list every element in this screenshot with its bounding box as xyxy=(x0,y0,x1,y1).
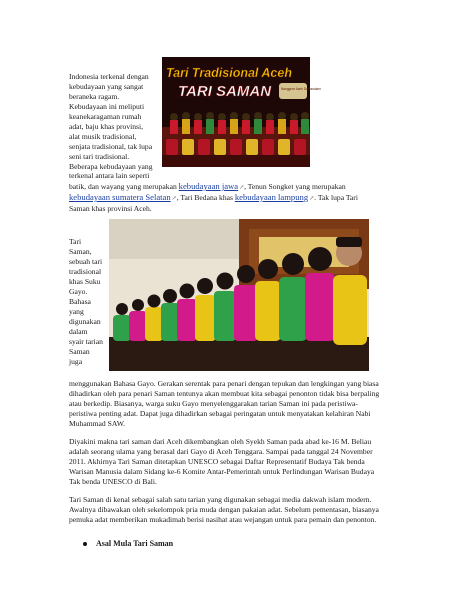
intro-line: senjata tradisional, tak lupa xyxy=(69,142,153,151)
paragraph-line: atau berkedip. Biasanya, warga suku Gayo menyelenggarakan tarian Saman ini pada peristiwa- xyxy=(69,399,358,408)
side-line: tradisional xyxy=(69,267,102,276)
side-line: yang xyxy=(69,307,84,316)
poster-title-line1: Tari Tradisional Aceh xyxy=(166,66,292,80)
paragraph-line: menggunakan Bahasa Gayo. Gerakan serentak para penari dengan tepukan dan lengkingan yang biasa xyxy=(69,379,379,388)
paragraph-line: pemuka adat memberikan mukadimah berisi nasihat atau wejangan untuk para pemain dan penonton. xyxy=(69,515,377,524)
intro-line: Beberapa kebudayaan yang xyxy=(69,162,153,171)
side-line: Saman xyxy=(69,347,90,356)
bullet-dot-icon xyxy=(83,542,87,546)
side-line: Tari xyxy=(69,237,82,246)
external-link-icon: ↗ xyxy=(309,196,315,202)
intro-line: seni tari tradisional. xyxy=(69,152,130,161)
external-link-icon: ↗ xyxy=(239,185,245,191)
section-heading-asal-mula: Asal Mula Tari Saman xyxy=(96,539,174,548)
dancer-row-front xyxy=(166,139,306,155)
batik-text-after: , Tenun Songket yang merupakan xyxy=(244,182,346,191)
paragraph-line: adalah seorang ulama yang berasal dari Gayo di Aceh Tenggara. Sampai pada tanggal 24 November xyxy=(69,447,373,456)
intro-line: beraneka ragam. xyxy=(69,92,120,101)
intro-line: terkenal antara lain seperti xyxy=(69,171,150,180)
paragraph-line: dihadirkan oleh para penari Saman tentunya akan membuat kita sebagai penonton tidak bisa berpaling xyxy=(69,389,380,398)
batik-text: batik, dan wayang yang merupakan xyxy=(69,182,179,191)
link-kebudayaan-jawa[interactable]: kebudayaan jawa xyxy=(178,181,239,191)
side-line: juga xyxy=(69,357,83,366)
paragraph-line: Warisan Manusia dalam Sidang ke-6 Komite Antar-Pemerintah untuk Perlindungan Warisan Budaya xyxy=(69,467,375,476)
tari-saman-poster-image xyxy=(162,57,321,167)
sumatra-text: , Tari Bedana khas xyxy=(176,193,235,202)
intro-line: kebudayaan yang sangat xyxy=(69,82,144,91)
sumatra-text-after: . Tak lupa Tari xyxy=(314,193,358,202)
saman-line: Saman khas provinsi Aceh. xyxy=(69,204,152,213)
side-line: Gayo. xyxy=(69,287,88,296)
paragraph-line: Diyakini makna tari saman dari Aceh dikembangkan oleh Syekh Saman pada abad ke-16 M. Beliau xyxy=(69,437,372,446)
side-line: syair tarian xyxy=(69,337,103,346)
dancers-illustration xyxy=(109,219,369,371)
badge-text: Nanggroe Aceh Darussalam xyxy=(281,87,321,91)
intro-line: adat, baju khas provinsi, xyxy=(69,122,144,131)
external-link-icon: ↗ xyxy=(171,196,177,202)
paragraph-line: Tari Saman di kenal sebagai salah satu tarian yang digunakan sebagai media dakwah islam modern. xyxy=(69,495,372,504)
paragraph-line: peristiwa penting adat. Dapat juga dihadirkan sebagai peringatan untuk menyatakan kelahiran Nabi xyxy=(69,409,371,418)
side-line: khas Suku xyxy=(69,277,101,286)
paragraph-line: Awalnya dibawakan oleh sekelompok pria muda dengan pakaian adat. Sebelum pementasan, biasanya xyxy=(69,505,379,514)
paragraph-line: Tak benda UNESCO di Bali. xyxy=(69,477,157,486)
intro-line: keanekaragaman rumah xyxy=(69,112,142,121)
poster-title-line2: TARI SAMAN xyxy=(178,83,272,100)
intro-line: Kebudayaan ini meliputi xyxy=(69,102,145,111)
intro-line: Indonesia terkenal dengan xyxy=(69,72,149,81)
paragraph-line: Muhammad SAW. xyxy=(69,419,126,428)
side-line: sebuah tari xyxy=(69,257,103,266)
link-kebudayaan-lampung[interactable]: kebudayaan lampung xyxy=(234,192,309,202)
sumatra-line xyxy=(69,193,358,205)
intro-line: alat musik tradisional, xyxy=(69,132,137,141)
side-line: Saman, xyxy=(69,247,92,256)
side-line: Bahasa xyxy=(69,297,91,306)
side-line: digunakan xyxy=(69,317,101,326)
saman-dancers-photo xyxy=(109,219,369,371)
side-line: dalam xyxy=(69,327,88,336)
paragraph-line: 2011. Akhirnya Tari Saman ditetapkan UNESCO sebagai Daftar Representatif Budaya Tak benda xyxy=(69,457,365,466)
link-kebudayaan-sumatera-selatan[interactable]: kebudayaan sumatera Selatan xyxy=(69,192,171,202)
poster-illustration xyxy=(162,57,321,167)
region-emblem-badge xyxy=(279,83,321,99)
